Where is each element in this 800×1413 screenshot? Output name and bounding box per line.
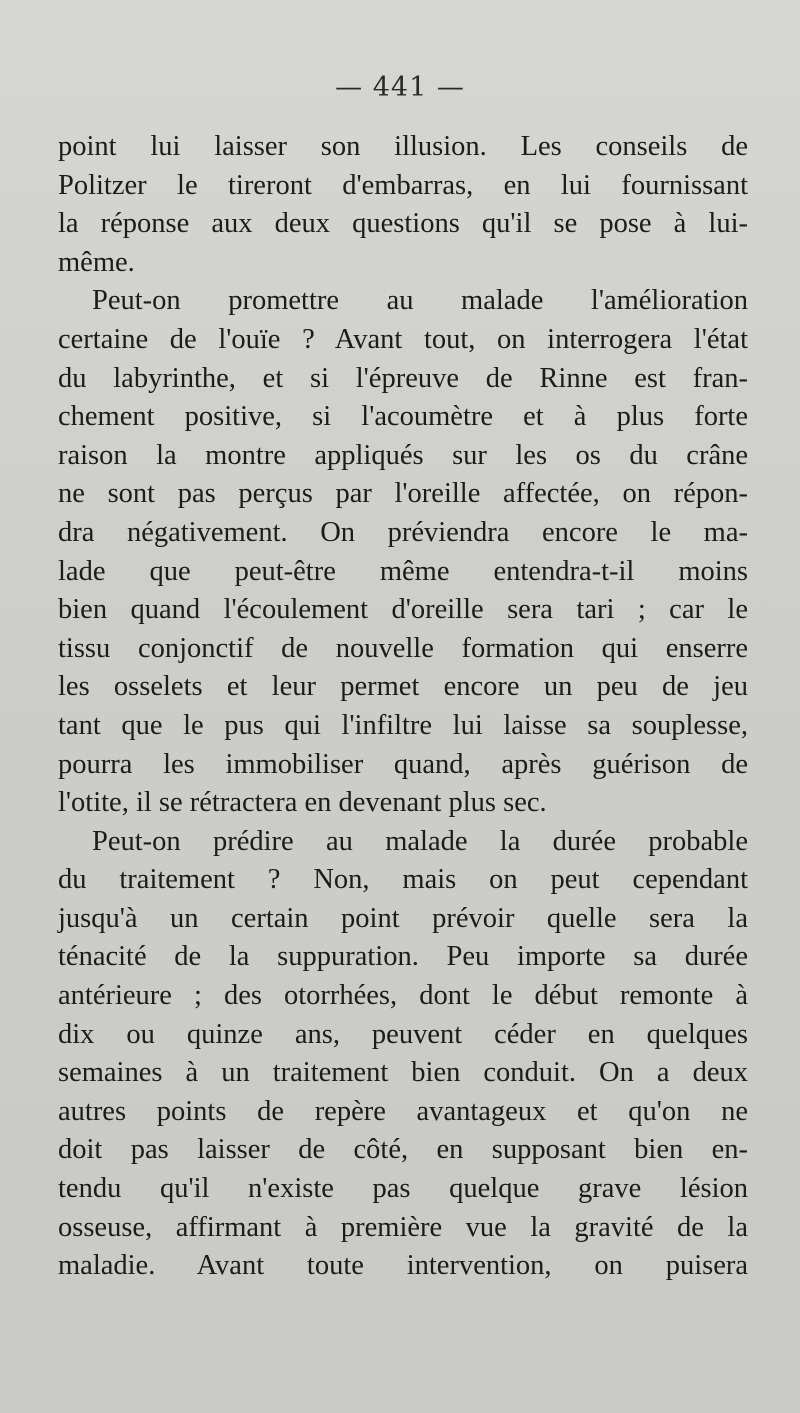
text-line: lade que peut-être même entendra-t-il moins bbox=[58, 555, 748, 587]
text-line: jusqu'à un certain point prévoir quelle sera la bbox=[58, 902, 748, 934]
text-line: pourra les immobiliser quand, après guérison de bbox=[58, 748, 748, 780]
text-line: chement positive, si l'acoumètre et à plus forte bbox=[58, 401, 748, 433]
text-line: Politzer le tireront d'embarras, en lui fournissant bbox=[58, 169, 748, 201]
text-line: du labyrinthe, et si l'épreuve de Rinne est fran- bbox=[58, 362, 748, 394]
text-line: antérieure ; des otorrhées, dont le début remonte à bbox=[58, 980, 748, 1012]
text-line: du traitement ? Non, mais on peut cependant bbox=[58, 864, 748, 896]
text-line: Peut-on prédire au malade la durée probable bbox=[92, 825, 748, 857]
text-line: semaines à un traitement bien conduit. On a deux bbox=[58, 1057, 748, 1089]
text-line: tendu qu'il n'existe pas quelque grave lésion bbox=[58, 1173, 748, 1205]
text-line: ne sont pas perçus par l'oreille affectée, on répon- bbox=[58, 478, 748, 510]
text-line: tant que le pus qui l'infiltre lui laisse sa souplesse, bbox=[58, 709, 748, 741]
text-line: tissu conjonctif de nouvelle formation qui enserre bbox=[58, 632, 748, 664]
text-line: la réponse aux deux questions qu'il se pose à lui- bbox=[58, 208, 748, 240]
text-line: point lui laisser son illusion. Les conseils de bbox=[58, 131, 748, 162]
text-line: dra négativement. On préviendra encore le ma- bbox=[58, 516, 748, 548]
text-line: doit pas laisser de côté, en supposant bien en- bbox=[58, 1134, 748, 1166]
text-line: certaine de l'ouïe ? Avant tout, on interrogera l'état bbox=[58, 323, 748, 355]
body-text bbox=[58, 128, 748, 1286]
text-line: osseuse, affirmant à première vue la gravité de la bbox=[58, 1211, 748, 1243]
text-line: dix ou quinze ans, peuvent céder en quelques bbox=[58, 1018, 748, 1050]
text-line: l'otite, il se rétractera en devenant plus sec. bbox=[58, 787, 547, 819]
text-line: même. bbox=[58, 246, 135, 278]
text-line: ténacité de la suppuration. Peu importe sa durée bbox=[58, 941, 748, 973]
paragraph-2 bbox=[58, 282, 748, 822]
text-line: maladie. Avant toute intervention, on puisera bbox=[58, 1250, 748, 1282]
text-line: Peut-on promettre au malade l'amélioration bbox=[92, 285, 748, 317]
text-line: autres points de repère avantageux et qu'on ne bbox=[58, 1095, 748, 1127]
page-number: — 441 — bbox=[335, 72, 465, 103]
paragraph-3 bbox=[58, 823, 748, 1286]
paragraph-1 bbox=[58, 128, 748, 282]
text-line: raison la montre appliqués sur les os du crâne bbox=[58, 439, 748, 471]
text-line: les osselets et leur permet encore un peu de jeu bbox=[58, 671, 748, 703]
text-line: bien quand l'écoulement d'oreille sera tari ; car le bbox=[58, 594, 748, 626]
